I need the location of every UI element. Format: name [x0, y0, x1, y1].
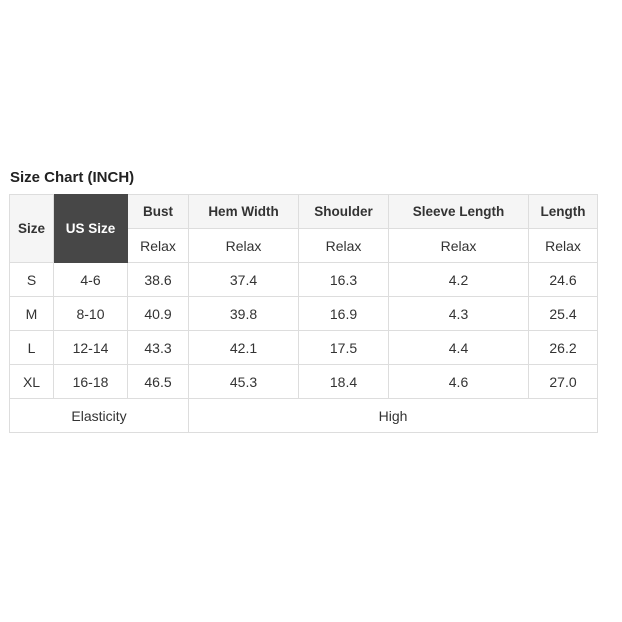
fit-cell-shoulder: Relax — [299, 229, 389, 263]
us-size-cell: 8-10 — [54, 297, 128, 331]
us-size-cell: 4-6 — [54, 263, 128, 297]
column-header-hem-width: Hem Width — [189, 195, 299, 229]
value-cell-sleeve-length: 4.4 — [389, 331, 529, 365]
column-header-shoulder: Shoulder — [299, 195, 389, 229]
fit-cell-sleeve-length: Relax — [389, 229, 529, 263]
size-cell: S — [10, 263, 54, 297]
value-cell-shoulder: 16.9 — [299, 297, 389, 331]
table-row-s — [10, 263, 598, 297]
page-title: Size Chart (INCH) — [10, 169, 135, 186]
size-cell: L — [10, 331, 54, 365]
value-cell-bust: 43.3 — [128, 331, 189, 365]
column-header-length: Length — [529, 195, 598, 229]
size-column-header: Size — [10, 195, 54, 263]
us-size-cell: 12-14 — [54, 331, 128, 365]
value-cell-length: 27.0 — [529, 365, 598, 399]
us-size-cell: 16-18 — [54, 365, 128, 399]
footer-row — [10, 399, 598, 433]
table-row-xl — [10, 365, 598, 399]
value-cell-bust: 38.6 — [128, 263, 189, 297]
table-row-l — [10, 331, 598, 365]
value-cell-bust: 40.9 — [128, 297, 189, 331]
value-cell-bust: 46.5 — [128, 365, 189, 399]
value-cell-length: 26.2 — [529, 331, 598, 365]
us-size-column-header: US Size — [54, 195, 128, 263]
size-cell: M — [10, 297, 54, 331]
fit-cell-bust: Relax — [128, 229, 189, 263]
elasticity-label: Elasticity — [10, 399, 189, 433]
fit-cell-length: Relax — [529, 229, 598, 263]
value-cell-hem-width: 39.8 — [189, 297, 299, 331]
column-header-sleeve-length: Sleeve Length — [389, 195, 529, 229]
value-cell-sleeve-length: 4.2 — [389, 263, 529, 297]
size-cell: XL — [10, 365, 54, 399]
value-cell-hem-width: 37.4 — [189, 263, 299, 297]
column-header-bust: Bust — [128, 195, 189, 229]
value-cell-shoulder: 18.4 — [299, 365, 389, 399]
fit-cell-hem-width: Relax — [189, 229, 299, 263]
size-chart-table — [9, 194, 598, 433]
value-cell-hem-width: 45.3 — [189, 365, 299, 399]
value-cell-shoulder: 16.3 — [299, 263, 389, 297]
header-row — [10, 195, 598, 229]
value-cell-length: 24.6 — [529, 263, 598, 297]
value-cell-sleeve-length: 4.3 — [389, 297, 529, 331]
value-cell-length: 25.4 — [529, 297, 598, 331]
value-cell-sleeve-length: 4.6 — [389, 365, 529, 399]
elasticity-value: High — [189, 399, 598, 433]
value-cell-shoulder: 17.5 — [299, 331, 389, 365]
value-cell-hem-width: 42.1 — [189, 331, 299, 365]
table-row-m — [10, 297, 598, 331]
